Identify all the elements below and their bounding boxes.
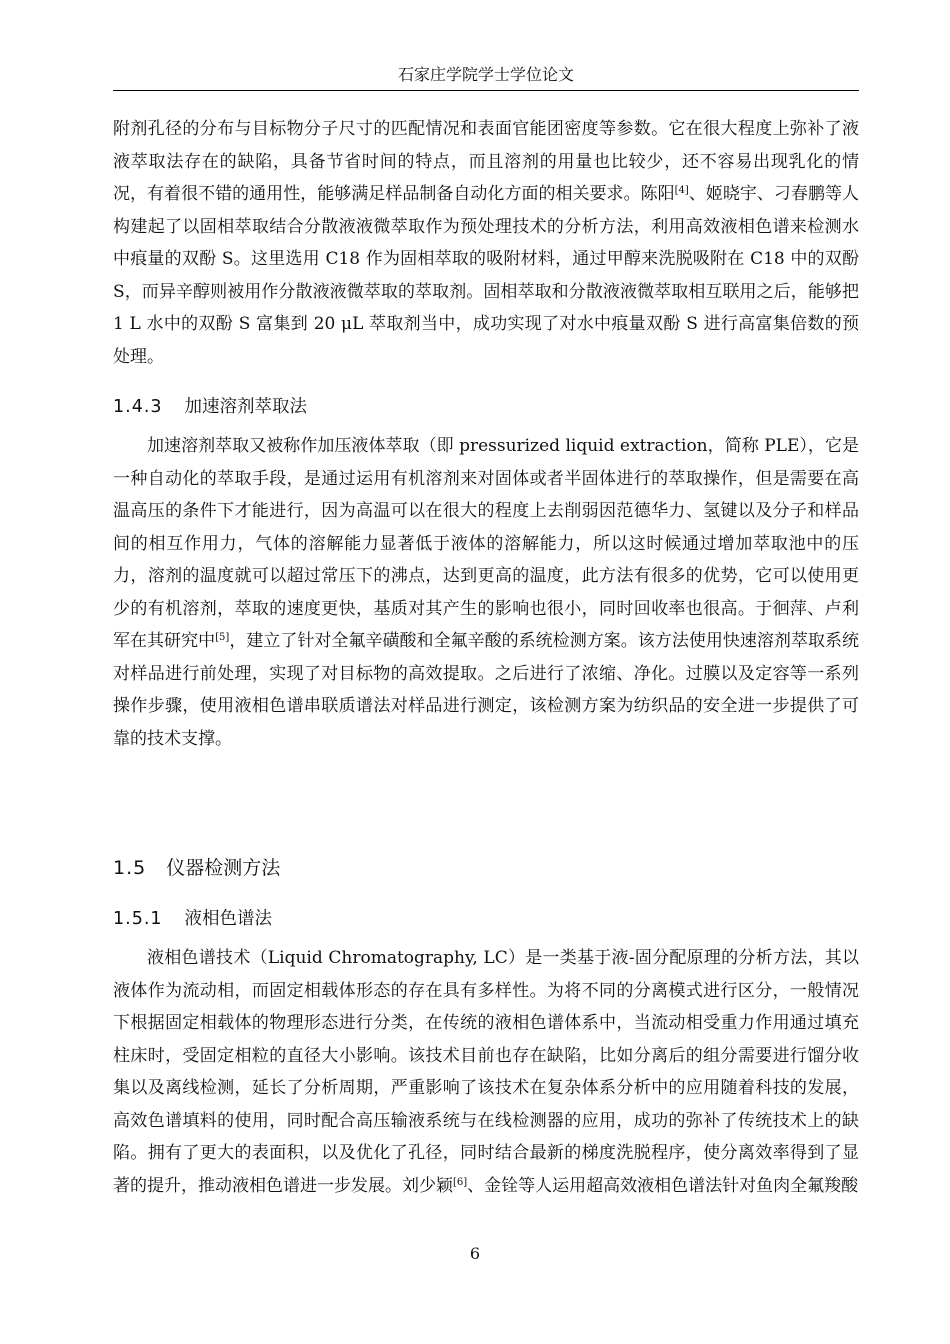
paragraph-accelerated-solvent-extraction	[113, 430, 859, 755]
section-number: 1.4.3	[113, 397, 163, 417]
section-heading-1-4-3	[113, 395, 307, 419]
section-number: 1.5.1	[113, 909, 163, 929]
section-title: 仪器检测方法	[166, 857, 281, 879]
paragraph-text: 加速溶剂萃取又被称作加压液体萃取（即 pressurized liquid extraction，简称 PLE），它是一种自动化的萃取手段，是通过运用有机溶剂来对固体或者半固体进行的萃取操作，但是需要在高温高压的条件下才能进行，因为高温可以在很大的程度上去削弱因范德华力、氢键以及分子和样品间的相互作用力，气体的溶解能力显著低于液体的溶解能力，所以这时候通过增加萃取池中的压力，溶剂的温度就可以超过常压下的沸点，达到更高的温度，此方法有很多的优势，它可以使用更少的有机溶剂，萃取的速度更快，基质对其产生的影响也很小，同时回收率也很高。于徊萍、卢利军在其研究中	[113, 436, 859, 651]
paragraph-text: ，建立了针对全氟辛磺酸和全氟辛酸的系统检测方案。该方法使用快速溶剂萃取系统对样品进行前处理，实现了对目标物的高效提取。之后进行了浓缩、净化。过膜以及定容等一系列操作步骤，使用液相色谱串联质谱法对样品进行测定，该检测方案为纺织品的安全进一步提供了可靠的技术支撑。	[113, 631, 860, 749]
section-heading-1-5	[113, 856, 280, 880]
section-title: 液相色谱法	[184, 909, 273, 929]
header-title: 石家庄学院学士学位论文	[397, 65, 574, 84]
citation-ref: [6]	[453, 1176, 468, 1188]
page-number-text: 6	[469, 1244, 481, 1263]
paragraph-text: 液相色谱技术（Liquid Chromatography, LC）是一类基于液-固分配原理的分析方法，其以液体作为流动相，而固定相载体形态的存在具有多样性。为将不同的分离模式进行区分，一般情况下根据固定相载体的物理形态进行分类，在传统的液相色谱体系中，当流动相受重力作用通过填充柱床时，受固定相粒的直径大小影响。该技术目前也存在缺陷，比如分离后的组分需要进行馏分收集以及离线检测，延长了分析周期，严重影响了该技术在复杂体系分析中的应用随着科技的发展，高效色谱填料的使用，同时配合高压输液系统与在线检测器的应用，成功的弥补了传统技术上的缺陷。拥有了更大的表面积，以及优化了孔径，同时结合最新的梯度洗脱程序，使分离效率得到了显著的提升，推动液相色谱进一步发展。刘少颖	[113, 948, 859, 1196]
paragraph-solid-phase-extraction	[113, 113, 859, 373]
paragraph-text: 、金铨等人运用超高效液相色谱法针对鱼肉全氟羧酸	[467, 1175, 859, 1196]
citation-ref: [5]	[215, 632, 230, 643]
page-number	[0, 1244, 950, 1263]
paragraph-text: 附剂孔径的分布与目标物分子尺寸的匹配情况和表面官能团密度等参数。它在很大程度上弥补了液液萃取法存在的缺陷，具备节省时间的特点，而且溶剂的用量也比较少，还不容易出现乳化的情况，有着很不错的通用性，能够满足样品制备自动化方面的相关要求。陈阳	[113, 119, 859, 204]
paragraph-text: 、姬晓宇、刁春鹏等人构建起了以固相萃取结合分散液液微萃取作为预处理技术的分析方法，利用高效液相色谱来检测水中痕量的双酚 S。这里选用 C18 作为固相萃取的吸附材料，通过甲醇来洗脱吸附在 C18 中的双酚 S，而异辛醇则被用作分散液液微萃取的萃取剂。固相萃取和分散液液微萃取相互联用之后，能够把 1 L 水中的双酚 S 富集到 20 μL 萃取剂当中，成功实现了对水中痕量双酚 S 进行高富集倍数的预处理。	[113, 184, 860, 367]
section-heading-1-5-1	[113, 907, 272, 931]
page-header	[113, 64, 859, 91]
citation-ref: [4]	[674, 185, 689, 196]
section-number: 1.5	[113, 857, 147, 879]
section-title: 加速溶剂萃取法	[184, 397, 308, 417]
paragraph-liquid-chromatography	[113, 942, 859, 1202]
